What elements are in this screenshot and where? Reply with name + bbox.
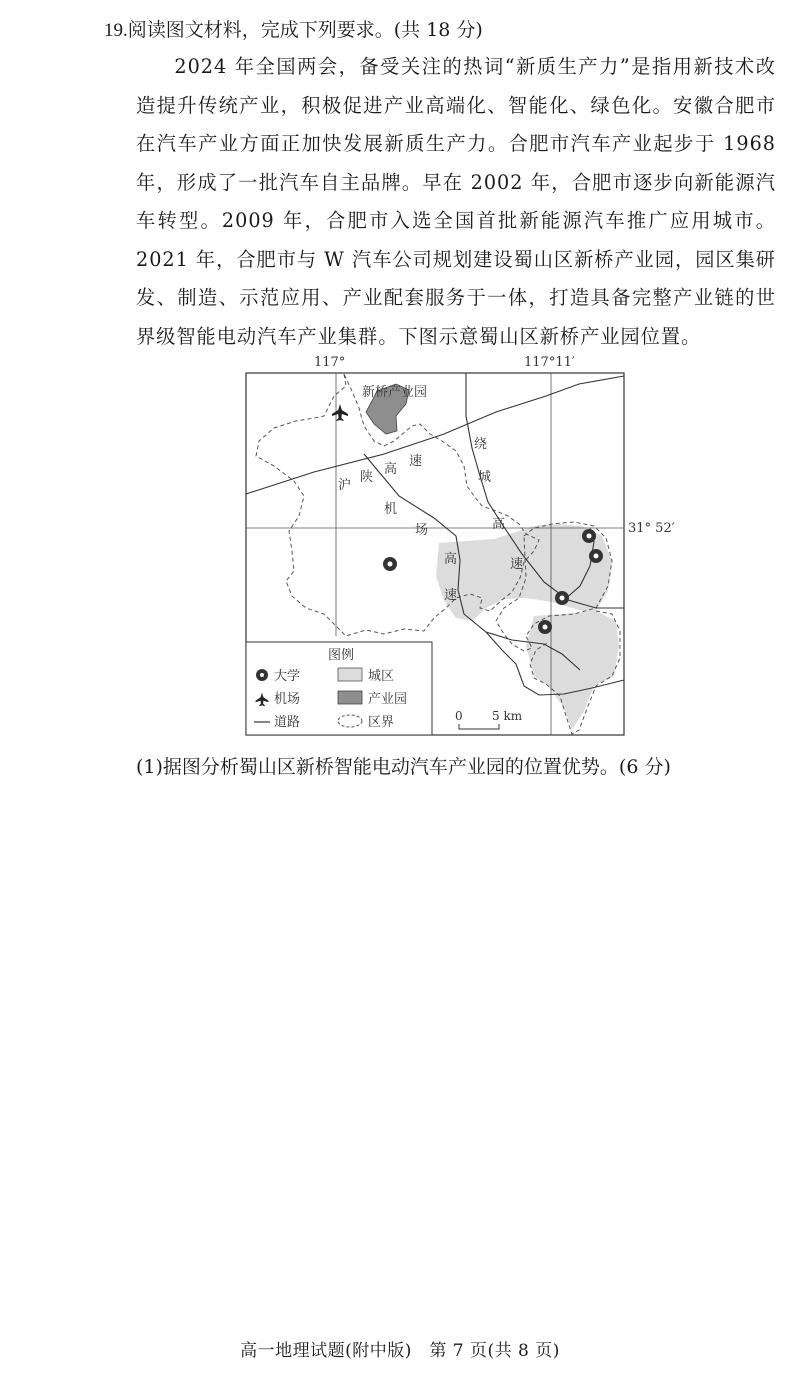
page-footer: 高一地理试题(附中版) 第 7 页(共 8 页) xyxy=(240,1341,560,1361)
legend-airport: 机场 xyxy=(274,692,301,707)
road-label-airport: 机 xyxy=(384,502,398,517)
road-label-hushan: 陕 xyxy=(360,470,374,485)
university-icon xyxy=(555,591,569,605)
legend-title: 图例 xyxy=(328,648,355,663)
park-label: 新桥产业园 xyxy=(362,385,428,400)
material-passage: 2024 年全国两会，备受关注的热词“新质生产力”是指用新技术改造提升传统产业，积极促进产业高端化、智能化、绿色化。安徽合肥市在汽车产业方面正加快发展新质生产力。合肥市汽车产业起步于 1968 年，形成了一批汽车自主品牌。早在 2002 年，合肥市逐步向新能源汽车转型。2009 年，合肥市入选全国首批新能源汽车推广应用城市。2021 年，合肥市与 W 汽车公司规划建设蜀山区新桥产业园，园区集研发、制造、示范应用、产业配套服务于一体，打造具备完整产业链的世界级智能电动汽车产业集群。下图示意蜀山区新桥产业园位置。 xyxy=(136,55,776,348)
question-number: 19. xyxy=(104,20,128,41)
latitude-label: 31° 52′ xyxy=(628,521,675,536)
road-label-airport: 场 xyxy=(415,523,429,538)
road-label-ring: 速 xyxy=(510,557,524,572)
scale-distance: 5 km xyxy=(492,709,523,723)
road-label-airport: 高 xyxy=(444,552,458,567)
road-label-hushan: 高 xyxy=(384,462,398,477)
university-icon xyxy=(582,529,596,543)
question-instruction: 阅读图文材料，完成下列要求。(共 18 分) xyxy=(127,19,483,41)
road-label-ring: 高 xyxy=(492,517,506,532)
legend-park: 产业园 xyxy=(368,692,408,707)
longitude-label-117-11: 117°11′ xyxy=(524,355,575,370)
road-label-airport: 速 xyxy=(444,588,458,603)
legend-university: 大学 xyxy=(274,669,301,684)
university-icon xyxy=(256,669,268,681)
road-label-hushan: 沪 xyxy=(338,478,352,493)
road-label-ring: 城 xyxy=(478,470,492,485)
sub-question-1: (1)据图分析蜀山区新桥智能电动汽车产业园的位置优势。(6 分) xyxy=(136,756,671,778)
road-label-hushan: 速 xyxy=(409,454,423,469)
university-icon xyxy=(383,557,397,571)
map-legend xyxy=(246,642,432,735)
legend-district: 区界 xyxy=(368,715,395,730)
legend-road: 道路 xyxy=(274,715,301,730)
scale-zero: 0 xyxy=(455,709,463,723)
location-map xyxy=(234,346,675,750)
road-label-ring: 绕 xyxy=(474,437,488,452)
university-icon xyxy=(589,549,603,563)
question-header xyxy=(104,14,483,47)
university-icon xyxy=(538,620,552,634)
longitude-label-117: 117° xyxy=(314,355,346,370)
legend-urban: 城区 xyxy=(368,669,395,684)
